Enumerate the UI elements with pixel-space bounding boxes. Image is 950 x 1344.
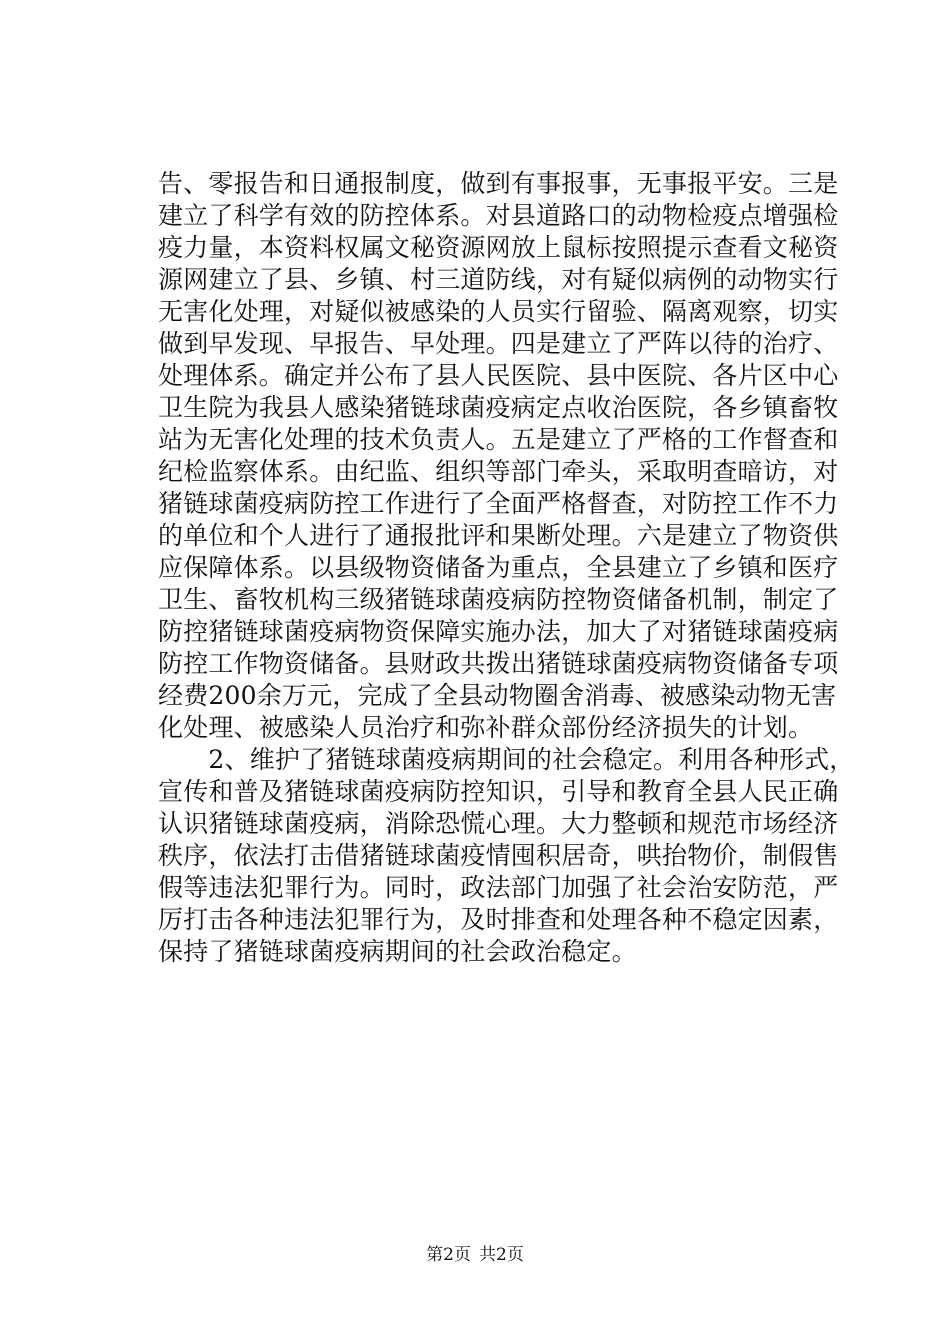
text-line: 认识猪链球菌疫病，消除恐慌心理。大力整顿和规范市场经济 (158, 809, 839, 838)
text-line: 做到早发现、早报告、早处理。四是建立了严阵以待的治疗、 (158, 329, 839, 358)
text-line: 的单位和个人进行了通报批评和果断处理。六是建立了物资供 (158, 521, 839, 550)
text-line: 经费200余万元，完成了全县动物圈舍消毒、被感染动物无害 (158, 681, 837, 710)
text-line: 保持了猪链球菌疫病期间的社会政治稳定。 (158, 937, 637, 966)
text-line: 处理体系。确定并公布了县人民医院、县中医院、各片区中心 (158, 361, 839, 390)
text-line: 应保障体系。以县级物资储备为重点，全县建立了乡镇和医疗 (158, 553, 839, 582)
text-line: 秩序，依法打击借猪链球菌疫情囤积居奇，哄抬物价，制假售 (158, 841, 839, 870)
text-line: 假等违法犯罪行为。同时，政法部门加强了社会治安防范，严 (158, 873, 839, 902)
body-text (158, 168, 855, 968)
text-line: 厉打击各种违法犯罪行为，及时排查和处理各种不稳定因素， (158, 905, 839, 934)
text-line: 化处理、被感染人员治疗和弥补群众部份经济损失的计划。 (158, 713, 814, 742)
text-line: 站为无害化处理的技术负责人。五是建立了严格的工作督查和 (158, 425, 839, 454)
text-line: 告、零报告和日通报制度，做到有事报事，无事报平安。三是 (158, 169, 839, 198)
text-line: 卫生院为我县人感染猪链球菌疫病定点收治医院，各乡镇畜牧 (158, 393, 839, 422)
text-line: 2、维护了猪链球菌疫病期间的社会稳定。利用各种形式， (158, 745, 855, 774)
text-line: 疫力量，本资料权属文秘资源网放上鼠标按照提示查看文秘资 (158, 233, 839, 262)
text-line: 宣传和普及猪链球菌疫病防控知识，引导和教育全县人民正确 (158, 777, 839, 806)
text-line: 无害化处理，对疑似被感染的人员实行留验、隔离观察，切实 (158, 297, 839, 326)
text-line: 源网建立了县、乡镇、村三道防线，对有疑似病例的动物实行 (158, 265, 839, 294)
text-line: 纪检监察体系。由纪监、组织等部门牵头，采取明查暗访，对 (158, 457, 839, 486)
page-footer (0, 1240, 950, 1265)
text-line: 建立了科学有效的防控体系。对县道路口的动物检疫点增强检 (158, 201, 839, 230)
text-line: 防控工作物资储备。县财政共拨出猪链球菌疫病物资储备专项 (158, 649, 839, 678)
text-line: 卫生、畜牧机构三级猪链球菌疫病防控物资储备机制，制定了 (158, 585, 839, 614)
text-line: 防控猪链球菌疫病物资保障实施办法，加大了对猪链球菌疫病 (158, 617, 839, 646)
page-total: 共2页 (479, 1245, 524, 1265)
text-line: 猪链球菌疫病防控工作进行了全面严格督查，对防控工作不力 (158, 489, 839, 518)
page-number: 第2页 (426, 1245, 471, 1265)
